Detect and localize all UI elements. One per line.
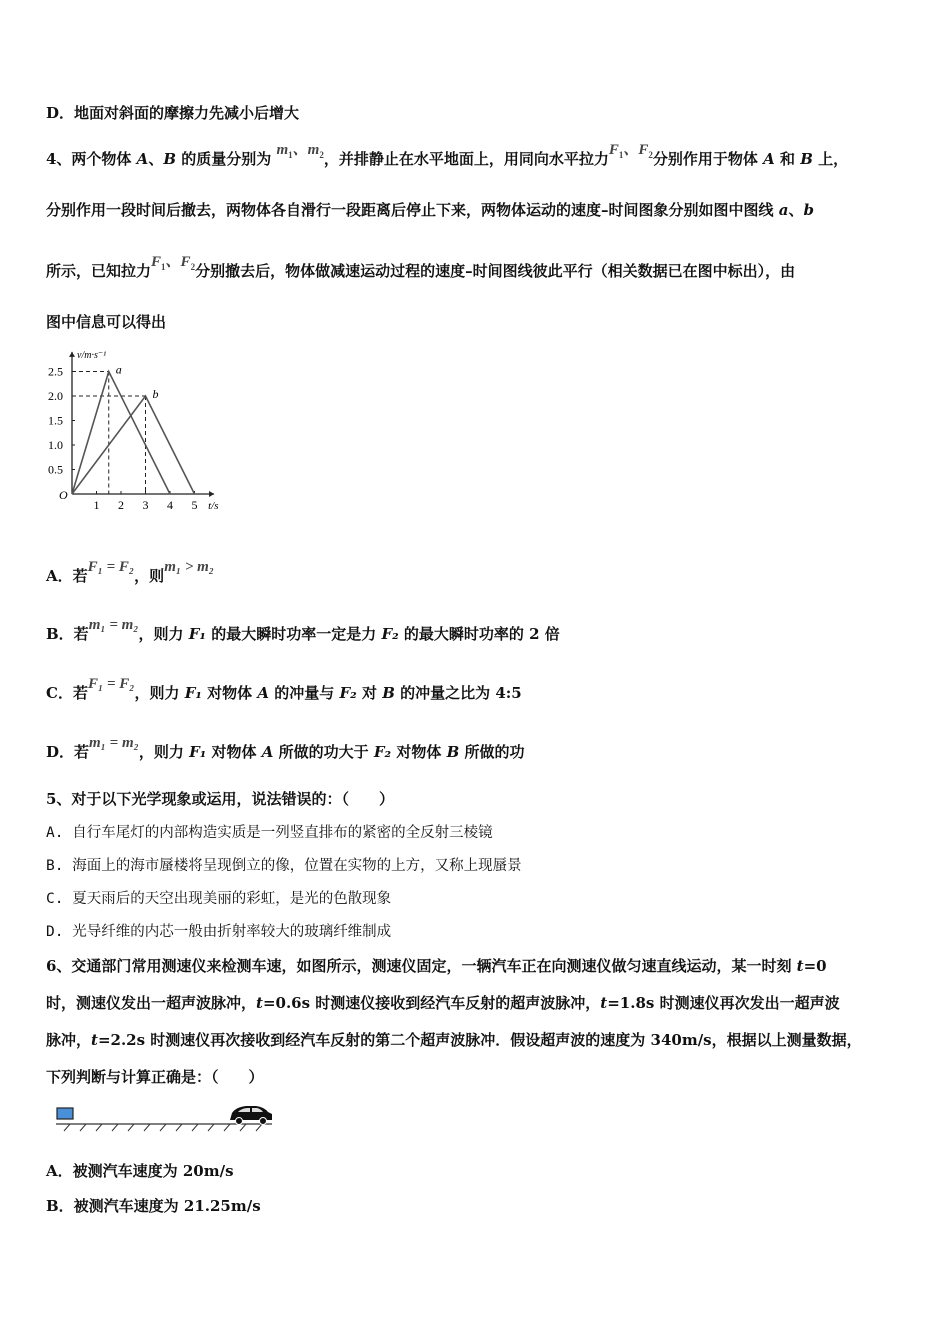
m2-symbol: $m_2$	[307, 142, 324, 160]
q5-option-c: C. 夏天雨后的天空出现美丽的彩虹，是光的色散现象	[46, 891, 392, 907]
q6-stem-line2: 时，测速仪发出一超声波脉冲，t=0.6s 时测速仪接收到经汽车反射的超声波脉冲，t=1.8s 时测速仪再次发出一超声波	[46, 994, 840, 1012]
series-label-a: a	[115, 362, 122, 377]
x-tick-label: 3	[142, 498, 149, 512]
car-icon	[230, 1106, 272, 1125]
m1-symbol: $m_1$	[276, 142, 293, 160]
q5-option-b: B. 海面上的海市蜃楼将呈现倒立的像，位置在实物的上方，又称上现蜃景	[46, 858, 522, 874]
q4-stem-line1: 4、两个物体 A、B 的质量分别为 $m_1$、$m_2$，并排静止在水平地面上，用同向水平拉力$F_1$、$F_2$分别作用于物体 A 和 B 上，	[46, 142, 849, 168]
q5-option-d: D. 光导纤维的内芯一般由折射率较大的玻璃纤维制成	[46, 924, 392, 940]
vt-graph	[40, 336, 240, 516]
q3-option-d: D．地面对斜面的摩擦力先减小后增大	[46, 104, 300, 122]
x-tick-label: 1	[93, 498, 100, 512]
q4-option-b: B．若m₁ = m₂，则力 F₁ 的最大瞬时功率一定是力 F₂ 的最大瞬时功率的 2 倍	[46, 617, 560, 643]
q4-stem-line3: 所示，已知拉力$F_1$、$F_2$分别撤去后，物体做减速运动过程的速度–时间图线彼此平行（相关数据已在图中标出），由	[46, 254, 796, 280]
y-tick-label: 0.5	[48, 462, 63, 477]
q5-stem: 5、对于以下光学现象或运用，说法错误的：（ ）	[46, 790, 394, 808]
q4-option-d: D．若m₁ = m₂，则力 F₁ 对物体 A 所做的功大于 F₂ 对物体 B 所做的功	[46, 735, 525, 761]
q6-stem-line3: 脉冲，t=2.2s 时测速仪再次接收到经汽车反射的第二个超声波脉冲．假设超声波的速度为 340m/s，根据以上测量数据，	[46, 1031, 862, 1049]
F2-symbol: $F_2$	[638, 142, 653, 160]
x-tick-label: 5	[191, 498, 198, 512]
x-tick-label: 2	[118, 498, 124, 512]
q4-option-a: A．若F₁ = F₂，则m₁ > m₂	[46, 559, 215, 585]
origin-label: O	[59, 488, 68, 502]
speed-gun-icon	[57, 1108, 73, 1119]
y-tick-label: 1.5	[48, 413, 63, 428]
F1-symbol: $F_1$	[608, 142, 624, 160]
series-label-b: b	[152, 387, 159, 401]
q6-stem-line1: 6、交通部门常用测速仪来检测车速，如图所示，测速仪固定，一辆汽车正在向测速仪做匀速直线运动，某一时刻 t=0	[46, 957, 827, 975]
series-line-b	[72, 396, 195, 494]
q4-stem-line2: 分别作用一段时间后撤去，两物体各自滑行一段距离后停止下来，两物体运动的速度–时间图象分别如图中图线 a、b	[46, 201, 814, 219]
q4-stem-line4: 图中信息可以得出	[46, 313, 167, 331]
x-axis-label: t/s	[208, 500, 219, 512]
y-axis-label: v/m·s⁻¹	[77, 349, 107, 361]
y-tick-label: 1.0	[48, 438, 63, 452]
q4-option-c: C．若F₁ = F₂，则力 F₁ 对物体 A 的冲量与 F₂ 对 B 的冲量之比为 4:5	[46, 676, 522, 702]
q6-option-a: A．被测汽车速度为 20m/s	[46, 1162, 234, 1180]
q6-stem-line4: 下列判断与计算正确是：（ ）	[46, 1068, 264, 1086]
q6-option-b: B．被测汽车速度为 21.25m/s	[46, 1197, 261, 1215]
speed-gun-figure	[52, 1100, 282, 1136]
q5-option-a: A. 自行车尾灯的内部构造实质是一列竖直排布的紧密的全反射三棱镜	[46, 825, 493, 841]
x-tick-label: 4	[167, 498, 173, 512]
y-tick-label: 2.0	[48, 389, 63, 403]
y-axis-arrow	[69, 352, 75, 357]
ground-hatching	[64, 1124, 262, 1131]
x-axis-arrow	[209, 491, 214, 497]
y-tick-label: 2.5	[48, 364, 63, 379]
